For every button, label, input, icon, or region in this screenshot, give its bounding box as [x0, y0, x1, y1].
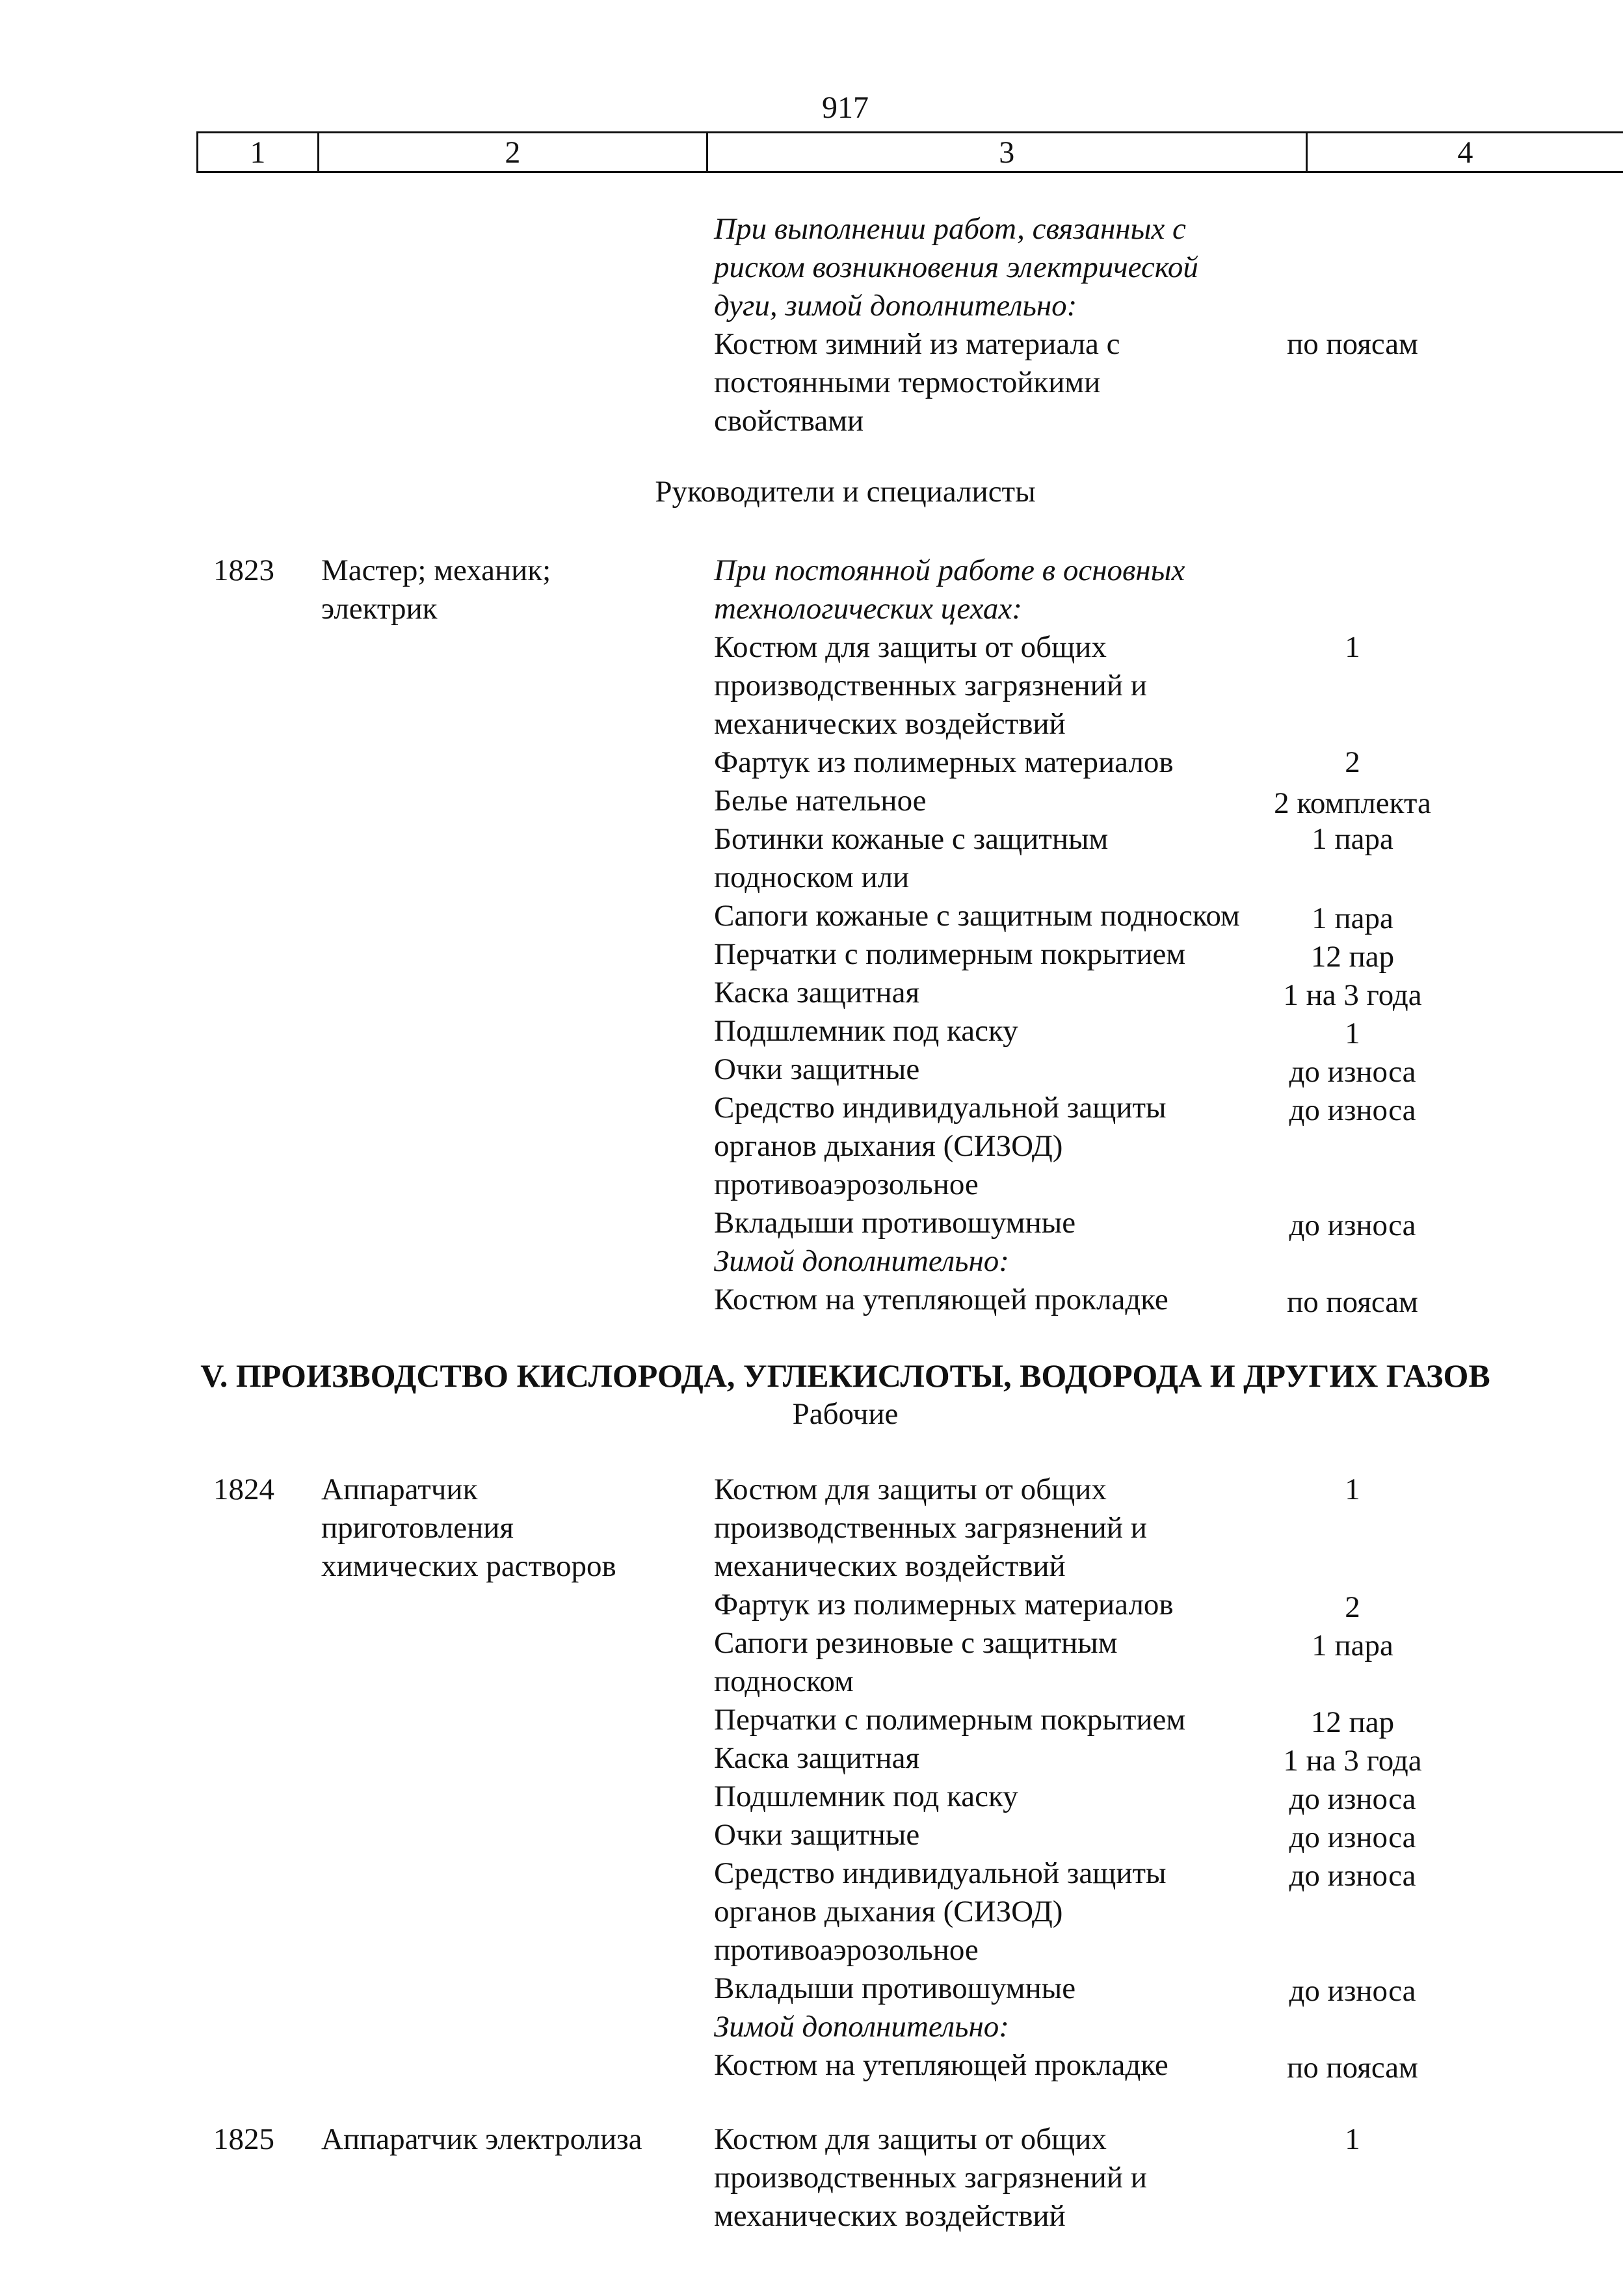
item-name: Фартук из полимерных материалов [714, 1588, 1174, 1622]
item-norm: по поясам [1287, 1285, 1418, 1319]
item-norm: 12 пар [1310, 1705, 1395, 1739]
condition-text: При выполнении работ, связанных с риском возникновения электрической дуги, зимой дополнительно: [714, 212, 1198, 323]
item-name: Костюм на утепляющей прокладке [714, 2048, 1168, 2082]
item-name: Ботинки кожаные с защитным подноском или [714, 822, 1109, 894]
item-norm: по поясам [1287, 2051, 1418, 2085]
table-header [196, 131, 1623, 173]
item-name: Средство индивидуальной защиты органов дыхания (СИЗОД) противоаэрозольное [714, 1091, 1167, 1201]
item-norm: 1 пара [1312, 822, 1393, 856]
item-norm: 2 комплекта [1274, 786, 1431, 820]
group-heading: Руководители и специалисты [655, 475, 1036, 509]
item-norm: 1 пара [1312, 1629, 1393, 1662]
entry-number: 1825 [213, 2122, 274, 2156]
item-name: Фартук из полимерных материалов [714, 745, 1174, 779]
item-norm: до износа [1289, 1055, 1416, 1089]
item-name: Каска защитная [714, 1741, 920, 1775]
item-norm: до износа [1289, 1821, 1416, 1854]
item-name: Белье нательное [714, 784, 927, 818]
winter-label: Зимой дополнительно: [714, 2010, 1009, 2044]
entry-number: 1823 [213, 554, 274, 587]
item-name: Перчатки с полимерным покрытием [714, 1703, 1186, 1737]
page-number: 917 [822, 90, 869, 125]
item-name: Средство индивидуальной защиты органов дыхания (СИЗОД) противоаэрозольное [714, 1856, 1167, 1967]
item-norm: до износа [1289, 1208, 1416, 1242]
item-norm: по поясам [1287, 327, 1418, 361]
item-name: Вкладыши противошумные [714, 1971, 1076, 2005]
item-name: Костюм для защиты от общих производственных загрязнений и механических воздействий [714, 630, 1147, 741]
item-norm: 1 [1345, 1473, 1360, 1506]
item-norm: до износа [1289, 1093, 1416, 1127]
item-name: Костюм на утепляющей прокладке [714, 1283, 1168, 1316]
condition-text: При постоянной работе в основных технологических цехах: [714, 554, 1185, 626]
item-norm: 1 [1345, 1017, 1360, 1050]
item-name: Вкладыши противошумные [714, 1206, 1076, 1240]
item-norm: до износа [1289, 1859, 1416, 1893]
item-name: Костюм зимний из материала с постоянными термостойкими свойствами [714, 327, 1120, 438]
entry-number: 1824 [213, 1473, 274, 1506]
header-col-1: 1 [198, 133, 319, 171]
item-name: Подшлемник под каску [714, 1014, 1018, 1048]
item-norm: 12 пар [1310, 940, 1395, 974]
item-name: Каска защитная [714, 976, 920, 1009]
header-col-2: 2 [319, 133, 708, 171]
item-name: Костюм для защиты от общих производственных загрязнений и механических воздействий [714, 1473, 1147, 1583]
item-norm: 1 на 3 года [1283, 978, 1422, 1012]
item-norm: до износа [1289, 1974, 1416, 2008]
item-name: Перчатки с полимерным покрытием [714, 937, 1186, 971]
profession-name: Мастер; механик; электрик [321, 554, 551, 626]
item-norm: 1 на 3 года [1283, 1744, 1422, 1778]
group-heading: Рабочие [792, 1397, 899, 1431]
item-norm: 2 [1345, 1590, 1360, 1624]
section-title: V. ПРОИЗВОДСТВО КИСЛОРОДА, УГЛЕКИСЛОТЫ, ВОДОРОДА И ДРУГИХ ГАЗОВ [200, 1357, 1490, 1394]
profession-name: Аппаратчик электролиза [321, 2122, 642, 2156]
header-col-3: 3 [708, 133, 1308, 171]
item-name: Сапоги резиновые с защитным подноском [714, 1626, 1118, 1698]
winter-label: Зимой дополнительно: [714, 1244, 1009, 1278]
header-col-4: 4 [1457, 135, 1473, 170]
item-name: Очки защитные [714, 1052, 920, 1086]
item-norm: 1 [1345, 630, 1360, 664]
item-name: Костюм для защиты от общих производственных загрязнений и механических воздействий [714, 2122, 1147, 2233]
item-name: Очки защитные [714, 1818, 920, 1852]
item-name: Подшлемник под каску [714, 1780, 1018, 1813]
item-norm: 1 [1345, 2122, 1360, 2156]
item-norm: 1 пара [1312, 901, 1393, 935]
item-name: Сапоги кожаные с защитным подноском [714, 899, 1240, 933]
item-norm: 2 [1345, 745, 1360, 779]
profession-name: Аппаратчик приготовления химических растворов [321, 1473, 616, 1583]
item-norm: до износа [1289, 1782, 1416, 1816]
